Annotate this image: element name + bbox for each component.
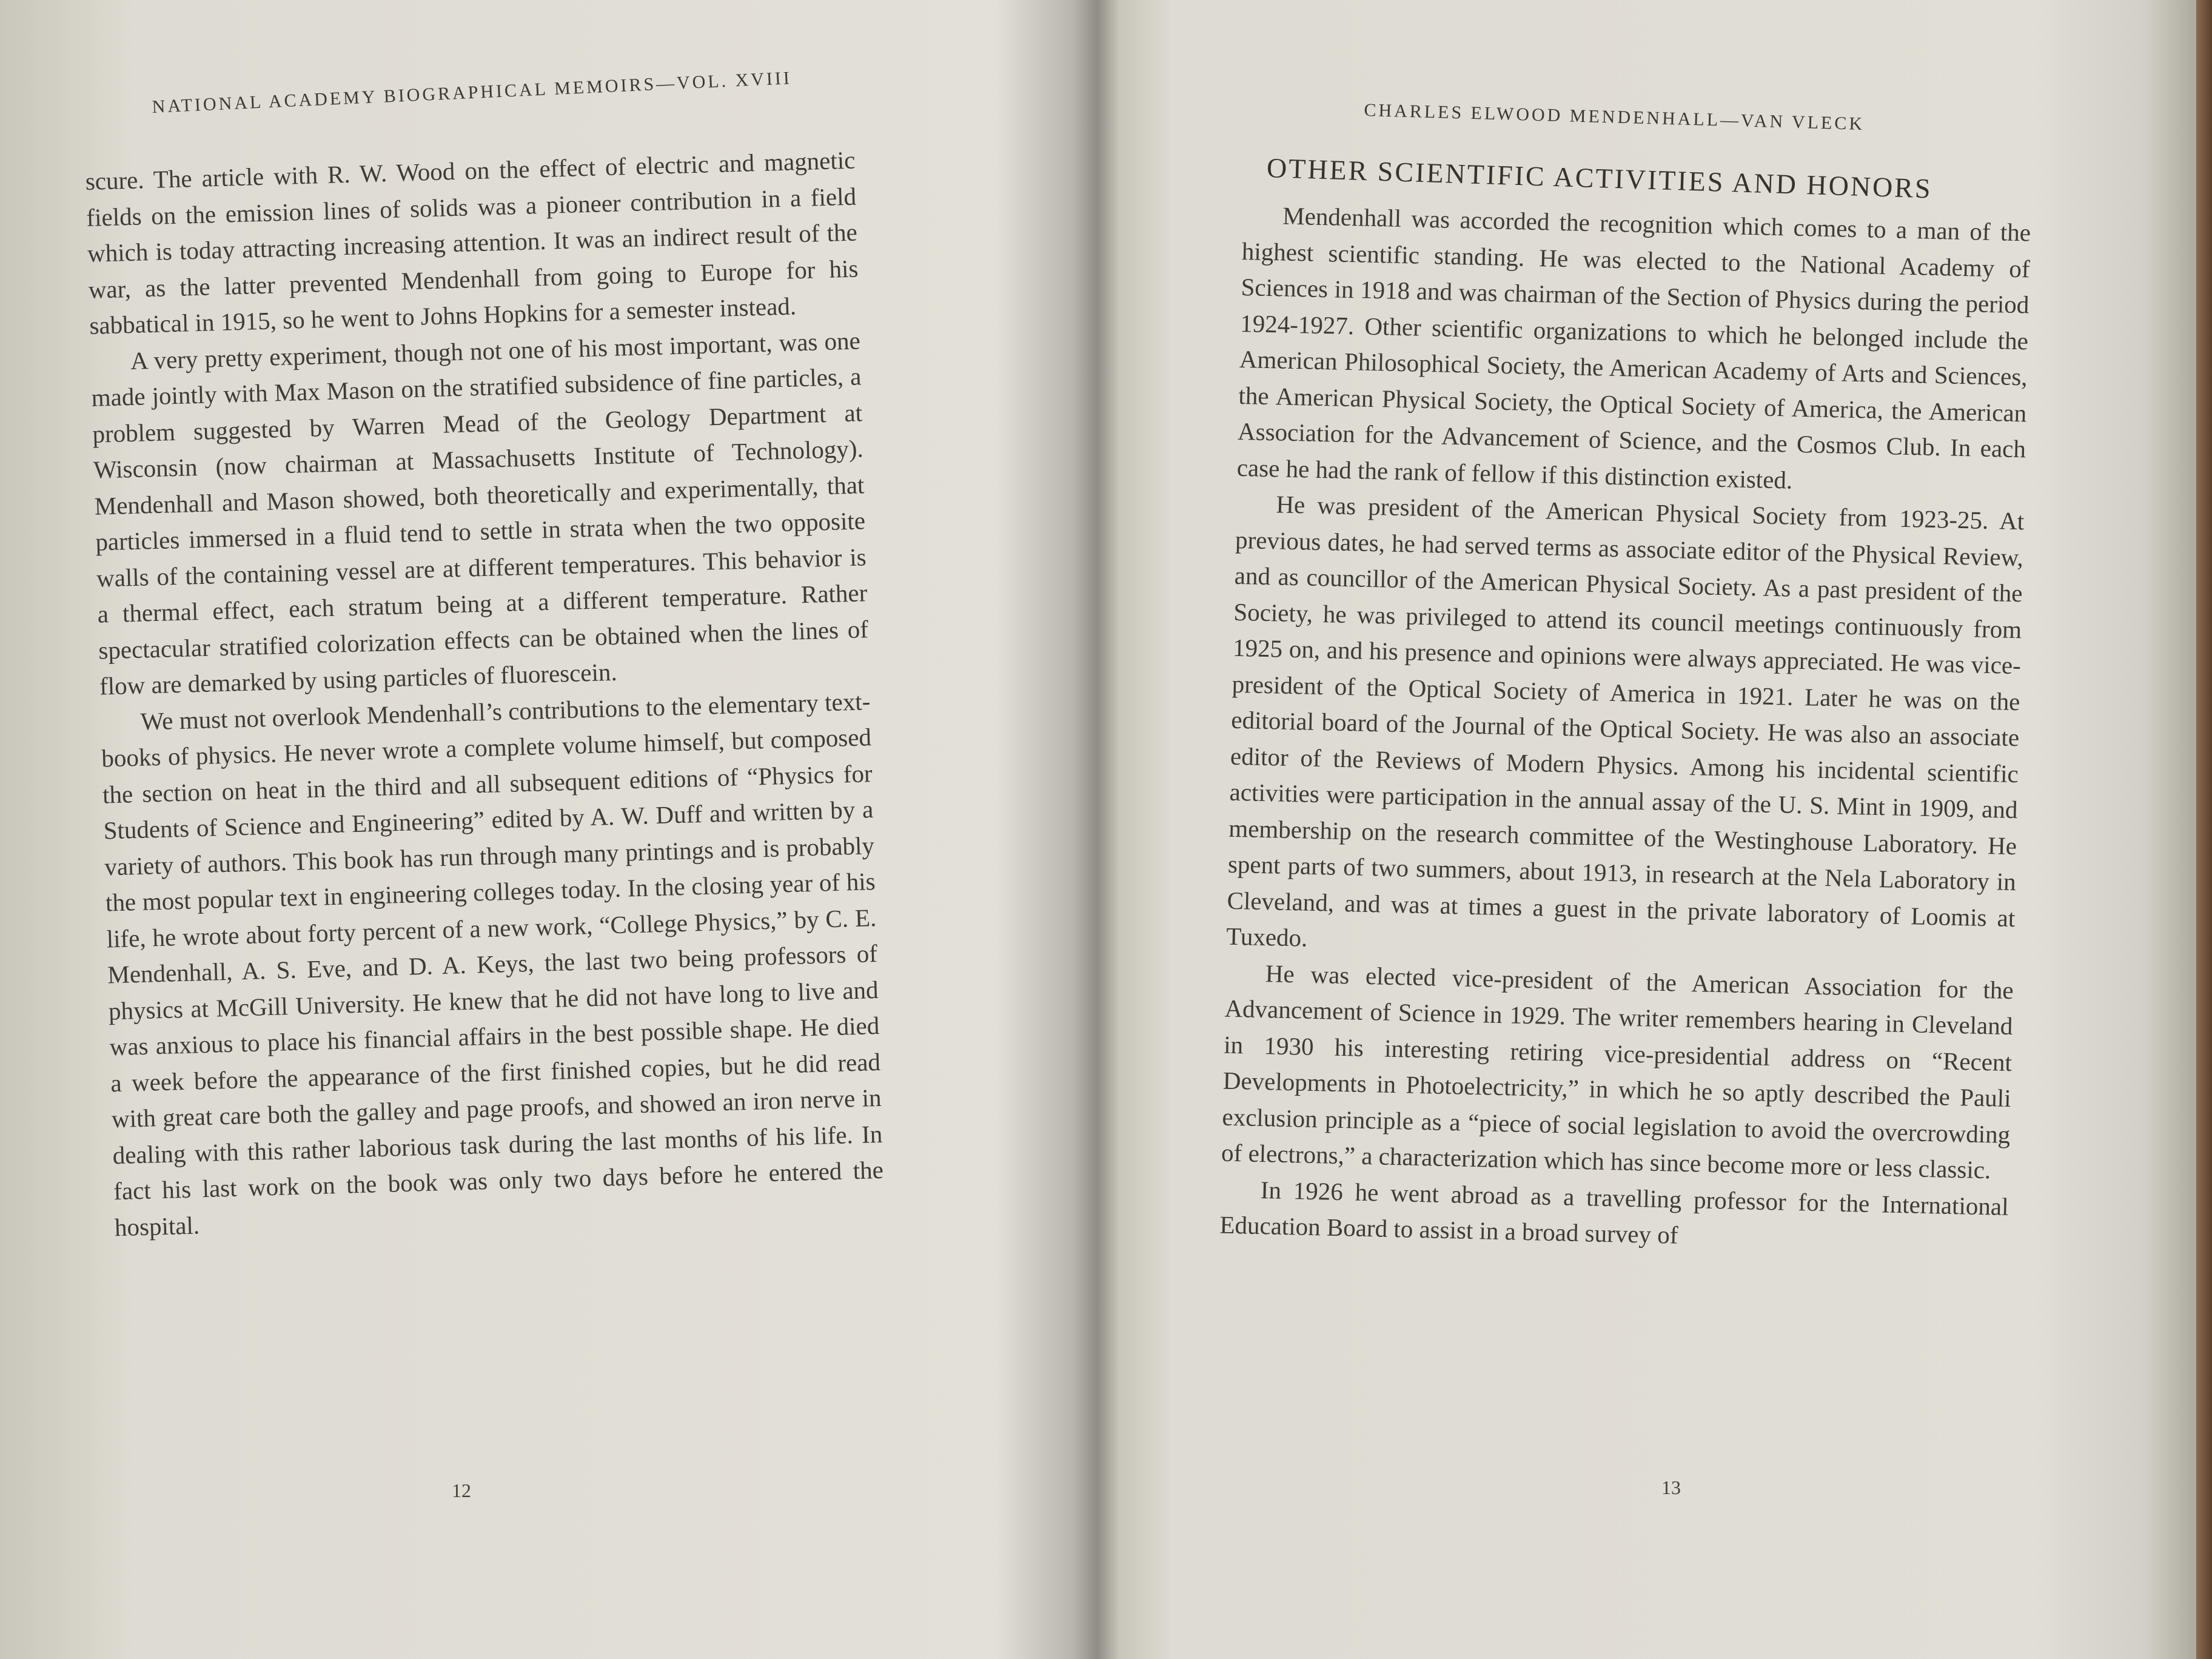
right-paragraph-2: He was president of the American Physical Society from 1923-25. At previous dates, he had served terms as associate editor of the Physical Review, and as councillor of the American Physical Society. As a past president of the Society, he was privileged to attend its council meetings continuously from 1925 on, and his presence and opinions were always appreciated. He was vice-president of the Optical Society of America in 1921. Later he was on the editorial board of the Journal of the Optical Society. He was also an associate editor of the Reviews of Modern Physics. Among his incidental scientific activities were participation in the annual assay of the U. S. Mint in 1909, and membership on the research committee of the Westinghouse Laboratory. He spent parts of two summers, about 1913, in research at the Nela Laboratory in Cleveland, and was at times a guest in the private laboratory of Loomis at Tuxedo. [1225,490,2025,952]
book-cover-edge [2196,0,2212,1659]
left-paragraph-3: We must not overlook Mendenhall’s contributions to the elementary text-books of physics. He never wrote a complete volume himself, but composed the section on heat in the third and all subsequent editions of “Physics for Students of Science and Engineering” edited by A. W. Duff and written by a variety of authors. This book has run through many printings and is probably the most popular text in engineering colleges today. In the closing year of his life, he wrote about forty percent of a new work, “College Physics,” by C. E. Mendenhall, A. S. Eve, and D. A. Keys, the last two being professors of physics at McGill University. He knew that he did not have long to live and was anxious to place his financial affairs in the best possible shape. He died a week before the appearance of the first finished copies, but he did read with great care both the galley and page proofs, and showed an iron nerve in dealing with this rather laborious task during the last months of his life. In fact his last work on the book was only two days before he entered the hospital. [101,686,884,1241]
left-page-number: 12 [452,1480,471,1501]
left-page [0,0,1060,1659]
section-title: OTHER SCIENTIFIC ACTIVITIES AND HONORS [1266,152,1933,204]
left-paragraph-2: A very pretty experiment, though not one of his most important, was one made jointly with Max Mason on the stratified subsidence of fine particles, a problem suggested by Warren Mead of the Geology Department at Wisconsin (now chairman at Massachusetts Institute of Technology). Mendenhall and Mason showed, both theoretically and experimentally, that particles immersed in a fluid tend to settle in strata when the two opposite walls of the containing vessel are at different temperatures. This behavior is a thermal effect, each stratum being at a different temperature. Rather spectacular stratified colorization effects can be obtained when the lines of flow are demarked by using particles of fluorescein. [91,326,869,700]
right-body-text [1219,197,2031,1261]
right-page [1067,0,2212,1659]
left-body-text [85,142,885,1246]
right-paragraph-4: In 1926 he went abroad as a travelling professor for the International Education Board to assist in a broad survey of [1219,1175,2009,1249]
left-paragraph-1: scure. The article with R. W. Wood on the effect of electric and magnetic fields on the emission lines of solids was a pioneer contribution in a field which is today attracting increasing attention. It was an indirect result of the war, as the latter prevented Mendenhall from going to Europe for his sabbatical in 1915, so he went to Johns Hopkins for a semester instead. [85,146,859,340]
right-paragraph-3: He was elected vice-president of the American Association for the Advancement of Science in 1929. The writer remembers hearing in Cleveland in 1930 his interesting retiring vice-presidential address on “Recent Developments in Photoelectricity,” in which he so aptly described the Pauli exclusion principle as a “piece of social legislation to avoid the overcrowding of electrons,” a characterization which has since become more or less classic. [1221,959,2014,1184]
left-running-head: NATIONAL ACADEMY BIOGRAPHICAL MEMOIRS—VOL. XVIII [152,68,793,117]
right-paragraph-1: Mendenhall was accorded the recognition which comes to a man of the highest scientific standing. He was elected to the National Academy of Sciences in 1918 and was chairman of the Section of Physics during the period 1924-1927. Other scientific organizations to which he belonged include the American Philosophical Society, the American Academy of Arts and Sciences, the American Physical Society, the Optical Society of America, the American Association for the Advancement of Science, and the Cosmos Club. In each case he had the rank of fellow if this distinction existed. [1236,201,2031,494]
right-running-head: CHARLES ELWOOD MENDENHALL—VAN VLECK [1364,100,1865,135]
right-page-number: 13 [1661,1476,1681,1498]
